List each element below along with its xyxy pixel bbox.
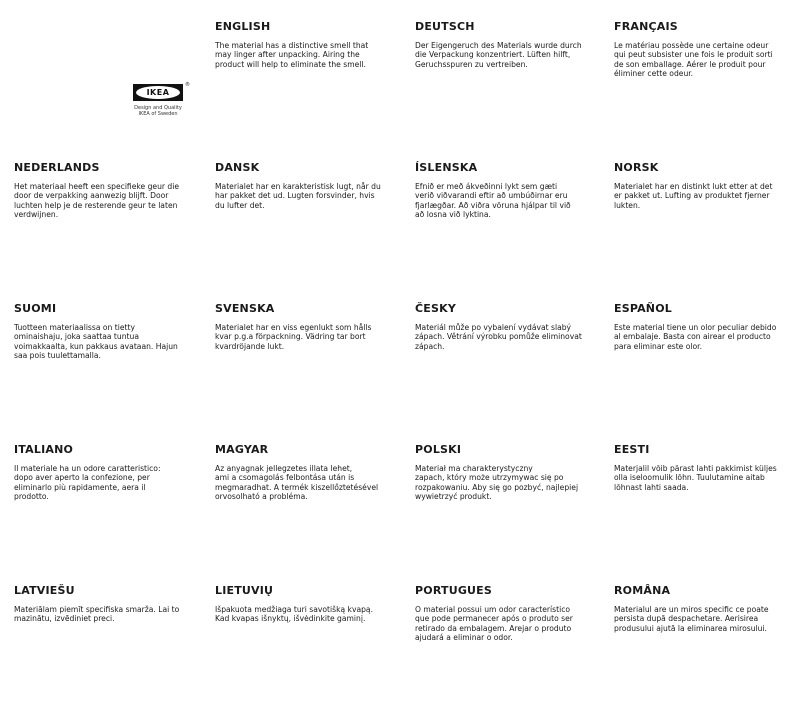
logo-tagline: Design and Quality IKEA of Sweden bbox=[134, 105, 182, 117]
language-section bbox=[215, 302, 415, 443]
logo-wordmark-text: IKEA bbox=[136, 86, 180, 99]
language-section bbox=[614, 161, 802, 302]
language-heading: ÍSLENSKA bbox=[415, 161, 478, 174]
language-body: Este material tiene un olor peculiar debido al embalaje. Basta con airear el producto para eliminar este olor. bbox=[614, 323, 777, 351]
language-body: O material possui um odor característico que pode permanecer após o produto ser retirado da embalagem. Arejar o produto ajudará a eliminar o odor. bbox=[415, 605, 573, 642]
language-section bbox=[614, 302, 802, 443]
language-body: Materialet har en distinkt lukt etter at det er pakket ut. Lufting av produktet fjerner lukten. bbox=[614, 182, 773, 210]
language-section bbox=[215, 584, 415, 725]
language-heading: EESTI bbox=[614, 443, 650, 456]
language-heading: ČESKY bbox=[415, 302, 456, 315]
language-section bbox=[415, 584, 614, 725]
language-body: Il materiale ha un odore caratteristico: dopo aver aperto la confezione, per eliminarlo più rapidamente, aera il prodotto. bbox=[14, 464, 161, 501]
language-body: Materjalil võib pärast lahti pakkimist küljes olla iseloomulik lõhn. Tuulutamine aitab lõhnast lahti saada. bbox=[614, 464, 777, 492]
registered-mark: ® bbox=[185, 82, 190, 88]
language-section bbox=[614, 20, 802, 161]
language-section bbox=[14, 161, 215, 302]
language-section bbox=[415, 161, 614, 302]
language-section bbox=[614, 443, 802, 584]
language-body: Der Eigengeruch des Materials wurde durch die Verpackung konzentriert. Lüften hilft, Geruchsspuren zu vertreiben. bbox=[415, 41, 582, 69]
language-heading: LATVIEŠU bbox=[14, 584, 75, 597]
language-body: Materiālam piemīt specifiska smarža. Lai to mazinātu, izvēdiniet preci. bbox=[14, 605, 180, 624]
logo-cell bbox=[14, 20, 215, 161]
language-body: Materialul are un miros specific ce poate persista după despachetare. Aerisirea produsului ajută la eliminarea mirosului. bbox=[614, 605, 769, 633]
language-body: Het materiaal heeft een specifieke geur die door de verpakking aanwezig blijft. Door luchten help je de resterende geur te laten verdwijnen. bbox=[14, 182, 180, 219]
language-heading: PORTUGUES bbox=[415, 584, 493, 597]
language-section bbox=[415, 443, 614, 584]
language-section bbox=[614, 584, 802, 725]
language-heading: DEUTSCH bbox=[415, 20, 475, 33]
language-body: Materialet har en viss egenlukt som hålls kvar p.g.a förpackning. Vädring tar bort kvardröjande lukt. bbox=[215, 323, 372, 351]
language-section bbox=[14, 443, 215, 584]
language-heading: ROMÂNA bbox=[614, 584, 671, 597]
language-body: The material has a distinctive smell that may linger after unpacking. Airing the product will help to eliminate the smell. bbox=[215, 41, 369, 69]
language-heading: DANSK bbox=[215, 161, 260, 174]
language-section bbox=[415, 20, 614, 161]
language-body: Le matériau possède une certaine odeur qui peut subsister une fois le produit sorti de son emballage. Aérer le produit pour éliminer cette odeur. bbox=[614, 41, 773, 78]
language-body: Materiál může po vybalení vydávat slabý zápach. Větrání výrobku pomůže eliminovat zápach. bbox=[415, 323, 582, 351]
language-section bbox=[415, 302, 614, 443]
language-body: Išpakuota medžiaga turi savotišką kvapą. Kad kvapas išnyktų, išvėdinkite gaminį. bbox=[215, 605, 373, 624]
language-heading: POLSKI bbox=[415, 443, 462, 456]
language-section bbox=[14, 584, 215, 725]
language-body: Materiał ma charakterystyczny zapach, który może utrzymywac się po rozpakowaniu. Aby się go pozbyć, najlepiej wywietrzyć produkt. bbox=[415, 464, 579, 501]
language-section bbox=[215, 20, 415, 161]
language-section bbox=[215, 161, 415, 302]
language-heading: ITALIANO bbox=[14, 443, 74, 456]
language-body: Efnið er með ákveðinni lykt sem gæti verið viðvarandi eftir að umbúðirnar eru fjarlægðar. Að viðra vöruna hjálpar til við að losna við lyktina. bbox=[415, 182, 571, 219]
language-heading: NEDERLANDS bbox=[14, 161, 100, 174]
language-section bbox=[215, 443, 415, 584]
language-heading: SVENSKA bbox=[215, 302, 275, 315]
language-grid bbox=[14, 20, 802, 725]
language-heading: ENGLISH bbox=[215, 20, 271, 33]
language-heading: SUOMI bbox=[14, 302, 57, 315]
language-body: Tuotteen materiaalissa on tietty ominaishaju, joka saattaa tuntua voimakkaalta, kun pakkaus avataan. Hajun saa pois tuulettamalla. bbox=[14, 323, 178, 360]
language-heading: LIETUVIŲ bbox=[215, 584, 274, 597]
language-body: Materialet har en karakteristisk lugt, når du har pakket det ud. Lugten forsvinder, hvis du lufter det. bbox=[215, 182, 381, 210]
language-heading: FRANÇAIS bbox=[614, 20, 678, 33]
language-heading: ESPAÑOL bbox=[614, 302, 672, 315]
language-section bbox=[14, 302, 215, 443]
language-body: Az anyagnak jellegzetes illata lehet, ami a csomagolás felbontása után is megmaradhat. A termék kiszellőztetésével orvosolható a probléma. bbox=[215, 464, 379, 501]
language-heading: MAGYAR bbox=[215, 443, 269, 456]
language-heading: NORSK bbox=[614, 161, 659, 174]
